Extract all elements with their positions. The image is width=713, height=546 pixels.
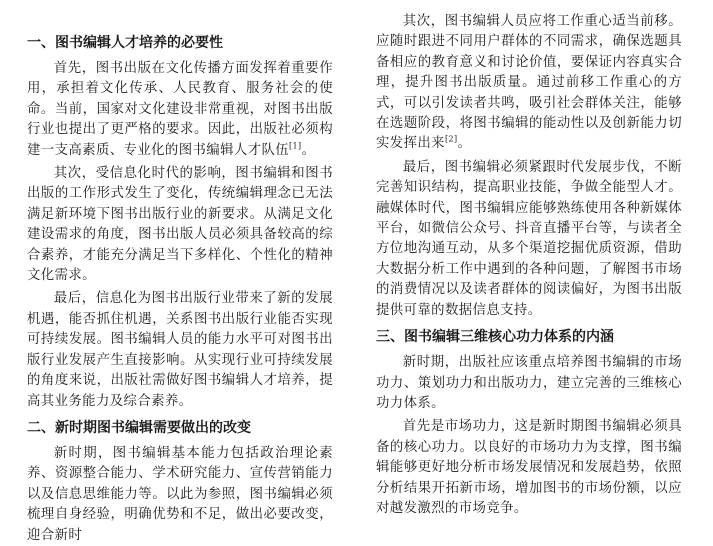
section-heading-changes: 二、新时期图书编辑需要做出的改变 — [27, 419, 251, 436]
paragraph-end-punct: 。 — [457, 136, 472, 152]
paragraph-workfocus — [376, 12, 682, 155]
paragraph-text: 首先，图书出版在文化传播方面发挥着重要作用，承担着文化传承、人民教育、服务社会的使命。当前，国家对文化建设非常重视，对图书出版行业也提出了更严格的要求。因此，出版社必须构建一支高素质、专业化的图书编辑人才队伍 — [27, 61, 333, 158]
paragraph-keep-pace: 最后，图书编辑必须紧跟时代发展步伐，不断完善知识结构，提高职业技能，争做全能型人才。融媒体时代，图书编辑应能够熟练使用各种新媒体平台，如微信公众号、抖音直播平台等，与读者全方位地沟通互动，从多个渠道挖掘优质资源，借助大数据分析工作中遇到的各种问题，了解图书市场的消费情况以及读者群体的阅读偏好，为图书出版提供可靠的数据信息支持。 — [376, 159, 682, 318]
paragraph-changes-first: 新时期，图书编辑基本能力包括政治理论素养、资源整合能力、学术研究能力、宣传营销能力以及信息思维能力等。以此为参照，图书编辑必须梳理自身经验，明确优势和不足，做出必要改变，迎合新时 — [27, 445, 333, 543]
citation-marker: [2] — [444, 134, 458, 144]
paragraph-necessity-second: 其次，受信息化时代的影响，图书编辑和图书出版的工作形式发生了变化，传统编辑理念已无法满足新环境下图书出版行业的新要求。从满足文化建设需求的角度，图书出版人员必须具备较高的综合素养，才能充分满足当下多样化、个性化的精神文化需求。 — [27, 166, 333, 284]
citation-marker: [1] — [289, 141, 302, 151]
section-heading-necessity: 一、图书编辑人才培养的必要性 — [27, 35, 223, 51]
right-column — [376, 0, 682, 519]
paragraph-end-punct: 。 — [301, 142, 316, 158]
section-heading-core-system: 三、图书编辑三维核心功力体系的内涵 — [376, 329, 614, 346]
paragraph-necessity-last: 最后，信息化为图书出版行业带来了新的发展机遇，能否抓住机遇，关系图书出版行业能否实现可持续发展。图书编辑人员的能力水平可对图书出版行业发展产生直接影响。从实现行业可持续发展的角度来说，出版社需做好图书编辑人才培养，提高其业务能力及综合素养。 — [27, 291, 333, 409]
paragraph-market-skill: 首先是市场功力，这是新时期图书编辑必须具备的核心功力。以良好的市场功力为支撑，图书编辑能够更好地分析市场发展情况和发展趋势，依照分析结果开拓新市场，增加图书的市场份额，以应对越发激烈的市场竞争。 — [376, 419, 682, 516]
paragraph-text: 其次，图书编辑人员应将工作重心适当前移。应随时跟进不同用户群体的不同需求，确保选题具备相应的教育意义和讨论价值，要保证内容真实合理，提升图书出版质量。通过前移工作重心的方式，可以引发读者共鸣，吸引社会群体关注，能够在选题阶段，将图书编辑的能动性以及创新能力切实发挥出来 — [376, 14, 682, 152]
paragraph-core-system-intro: 新时期，出版社应该重点培养图书编辑的市场功力、策划功力和出版功力，建立完善的三维核心功力体系。 — [376, 355, 682, 411]
left-column — [27, 0, 333, 546]
paragraph-necessity-first — [27, 59, 333, 161]
